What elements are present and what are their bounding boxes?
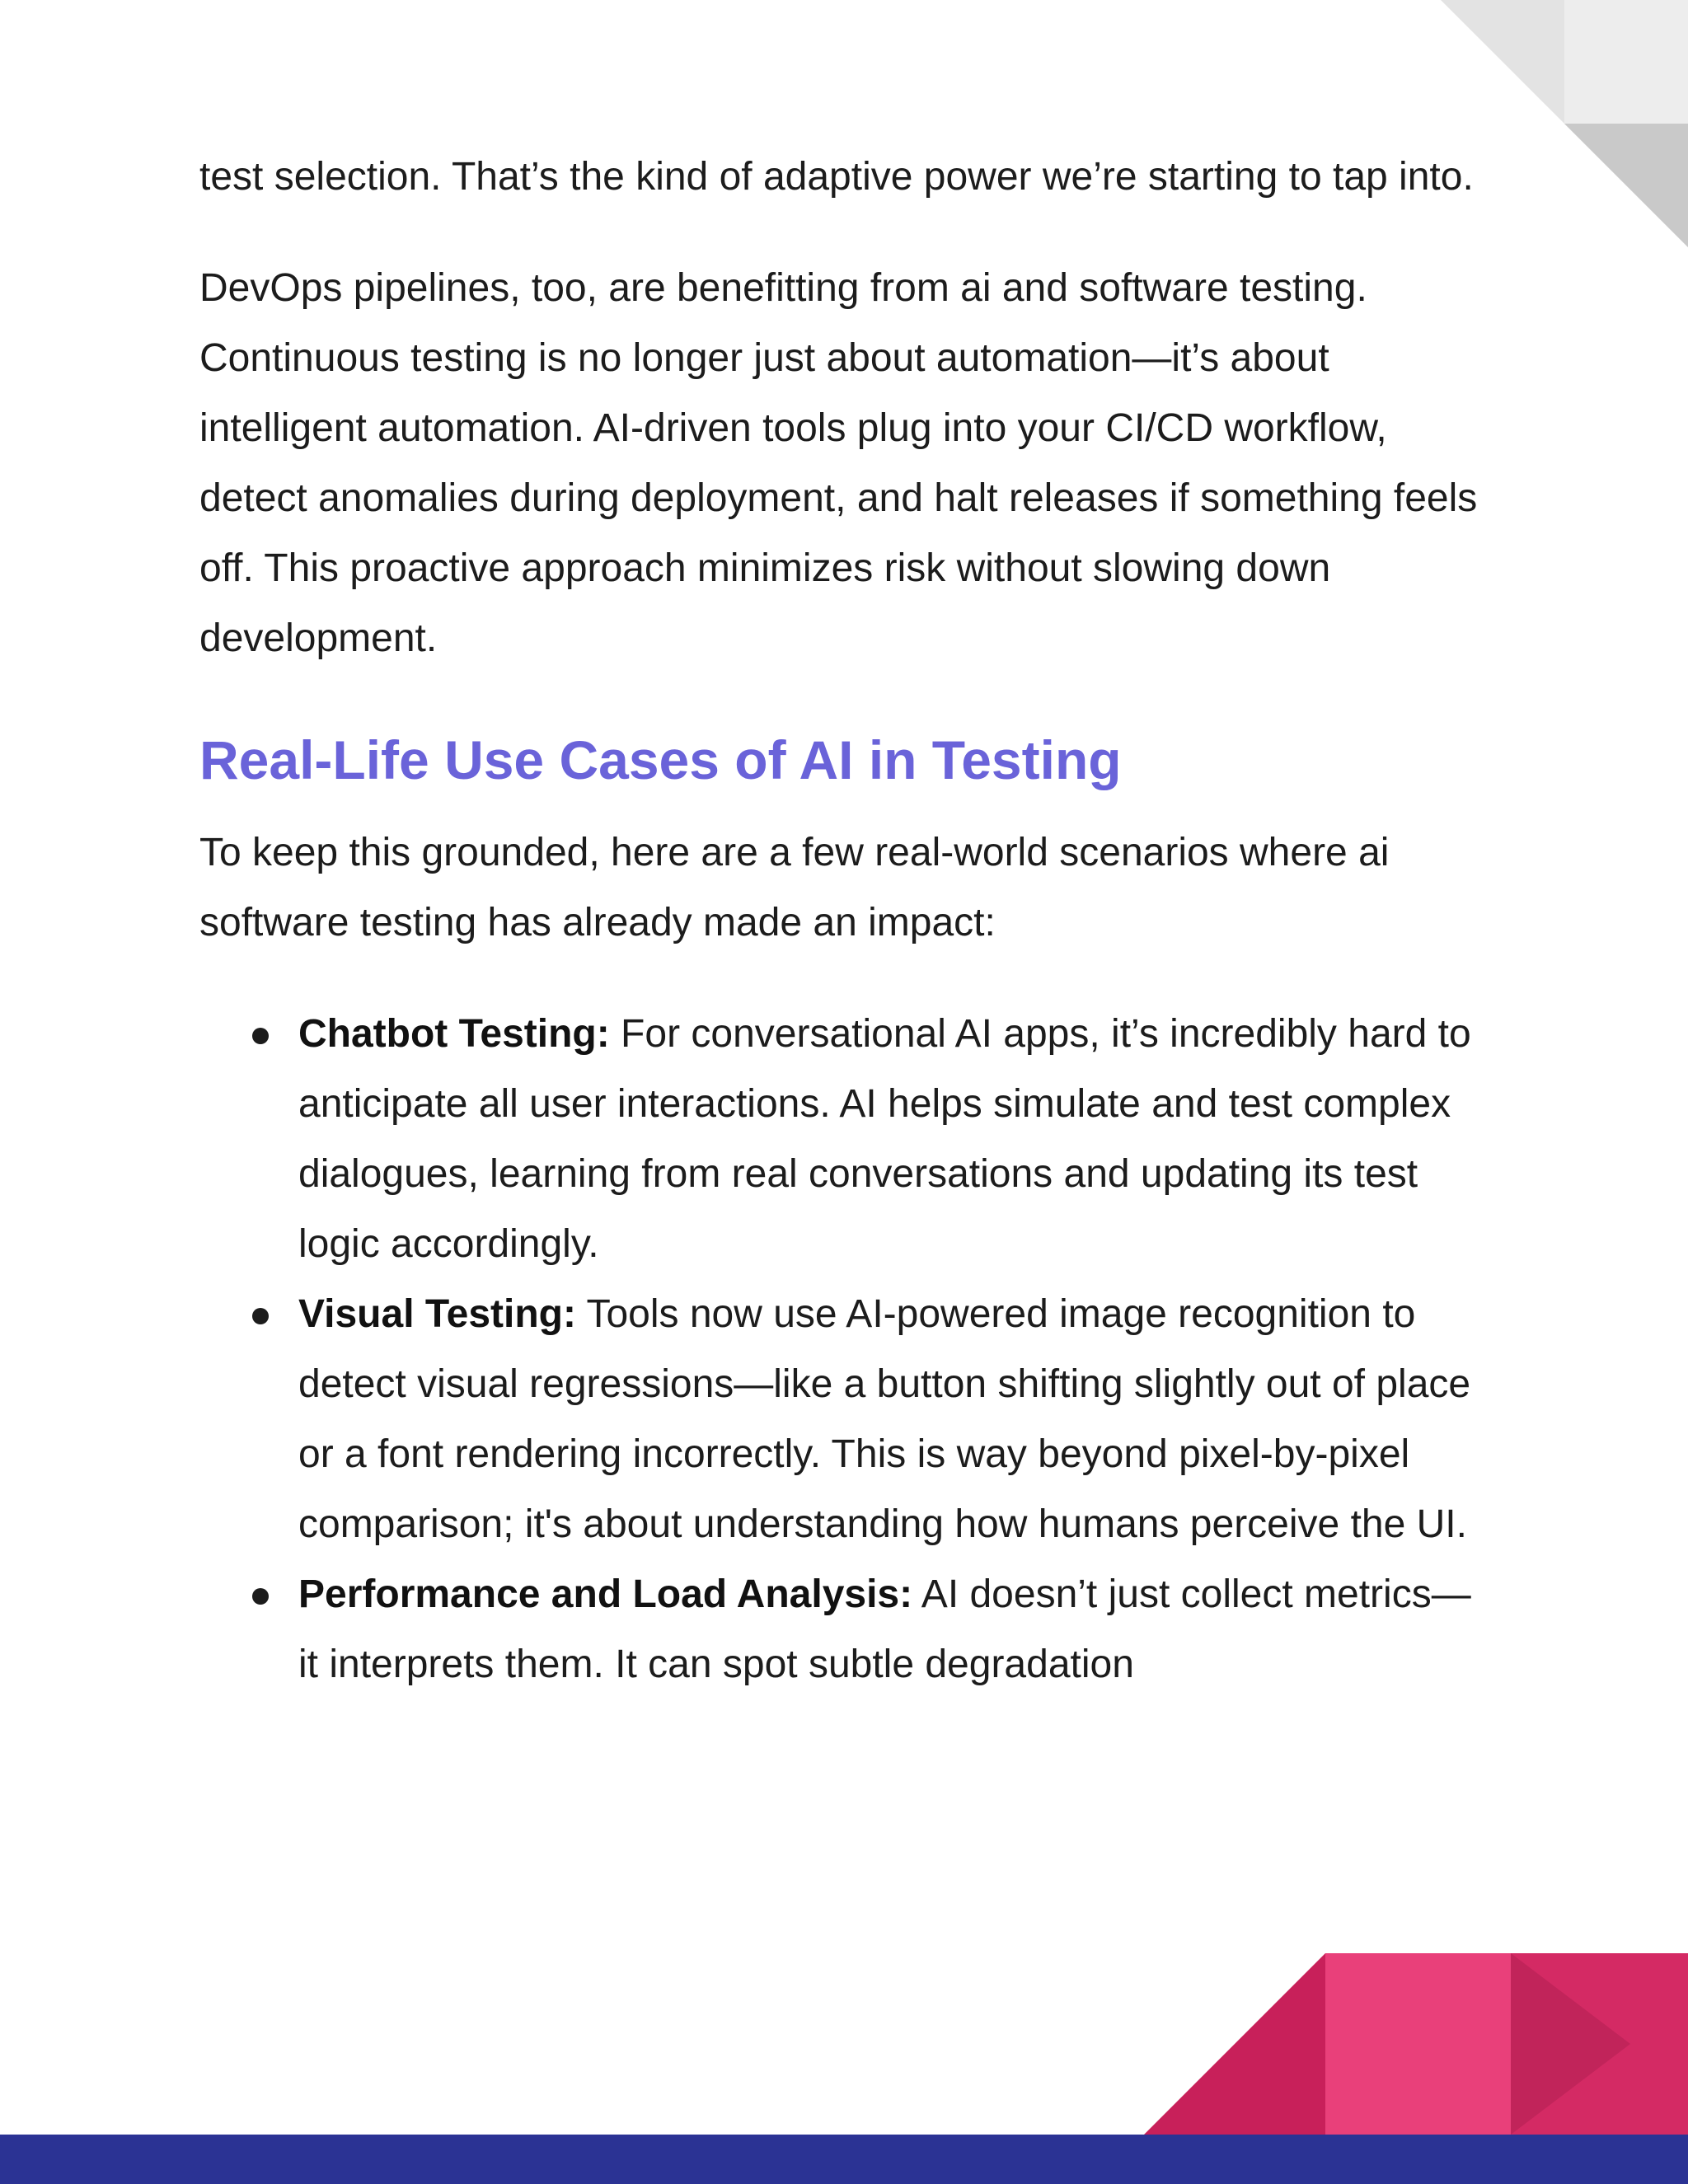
use-case-list — [199, 999, 1485, 1699]
list-item-text: For conversational AI apps, it’s incredibly hard to anticipate all user interactions. AI helps simulate and test complex dialogues, learning from real conversations and updating its test logic accordingly. — [298, 1012, 1471, 1266]
paragraph-devops: DevOps pipelines, too, are benefitting from ai and software testing. Continuous testing is no longer just about automation—it’s about intelligent automation. AI-driven tools plug into your CI/CD workflow, detect anomalies during deployment, and halt releases if something feels off. This proactive approach minimizes risk without slowing down development. — [199, 266, 1478, 660]
paragraph-continuation: test selection. That’s the kind of adaptive power we’re starting to tap into. — [199, 155, 1474, 199]
list-item — [199, 1279, 1485, 1559]
page-content — [199, 142, 1485, 1699]
list-item-term: Chatbot Testing: — [298, 1012, 610, 1056]
section-heading: Real-Life Use Cases of AI in Testing — [199, 729, 1122, 790]
footer-bar — [0, 2135, 1688, 2184]
corner-decoration-bottom — [1144, 1953, 1688, 2135]
list-item-text: Tools now use AI-powered image recognition to detect visual regressions—like a button shifting slightly out of place or a font rendering incorrectly. This is way beyond pixel-by-pixel comparison; it's about understanding how humans perceive the UI. — [298, 1292, 1471, 1546]
list-item-term: Visual Testing: — [298, 1292, 576, 1336]
list-item — [199, 1559, 1485, 1699]
list-item — [199, 999, 1485, 1279]
bullet-icon — [252, 1028, 269, 1044]
bullet-icon — [252, 1308, 269, 1324]
list-item-term: Performance and Load Analysis: — [298, 1572, 913, 1616]
list-item-text: AI doesn’t just collect metrics—it interprets them. It can spot subtle degradation — [298, 1572, 1471, 1686]
section-intro: To keep this grounded, here are a few real-world scenarios where ai software testing has already made an impact: — [199, 831, 1390, 944]
bullet-icon — [252, 1588, 269, 1605]
